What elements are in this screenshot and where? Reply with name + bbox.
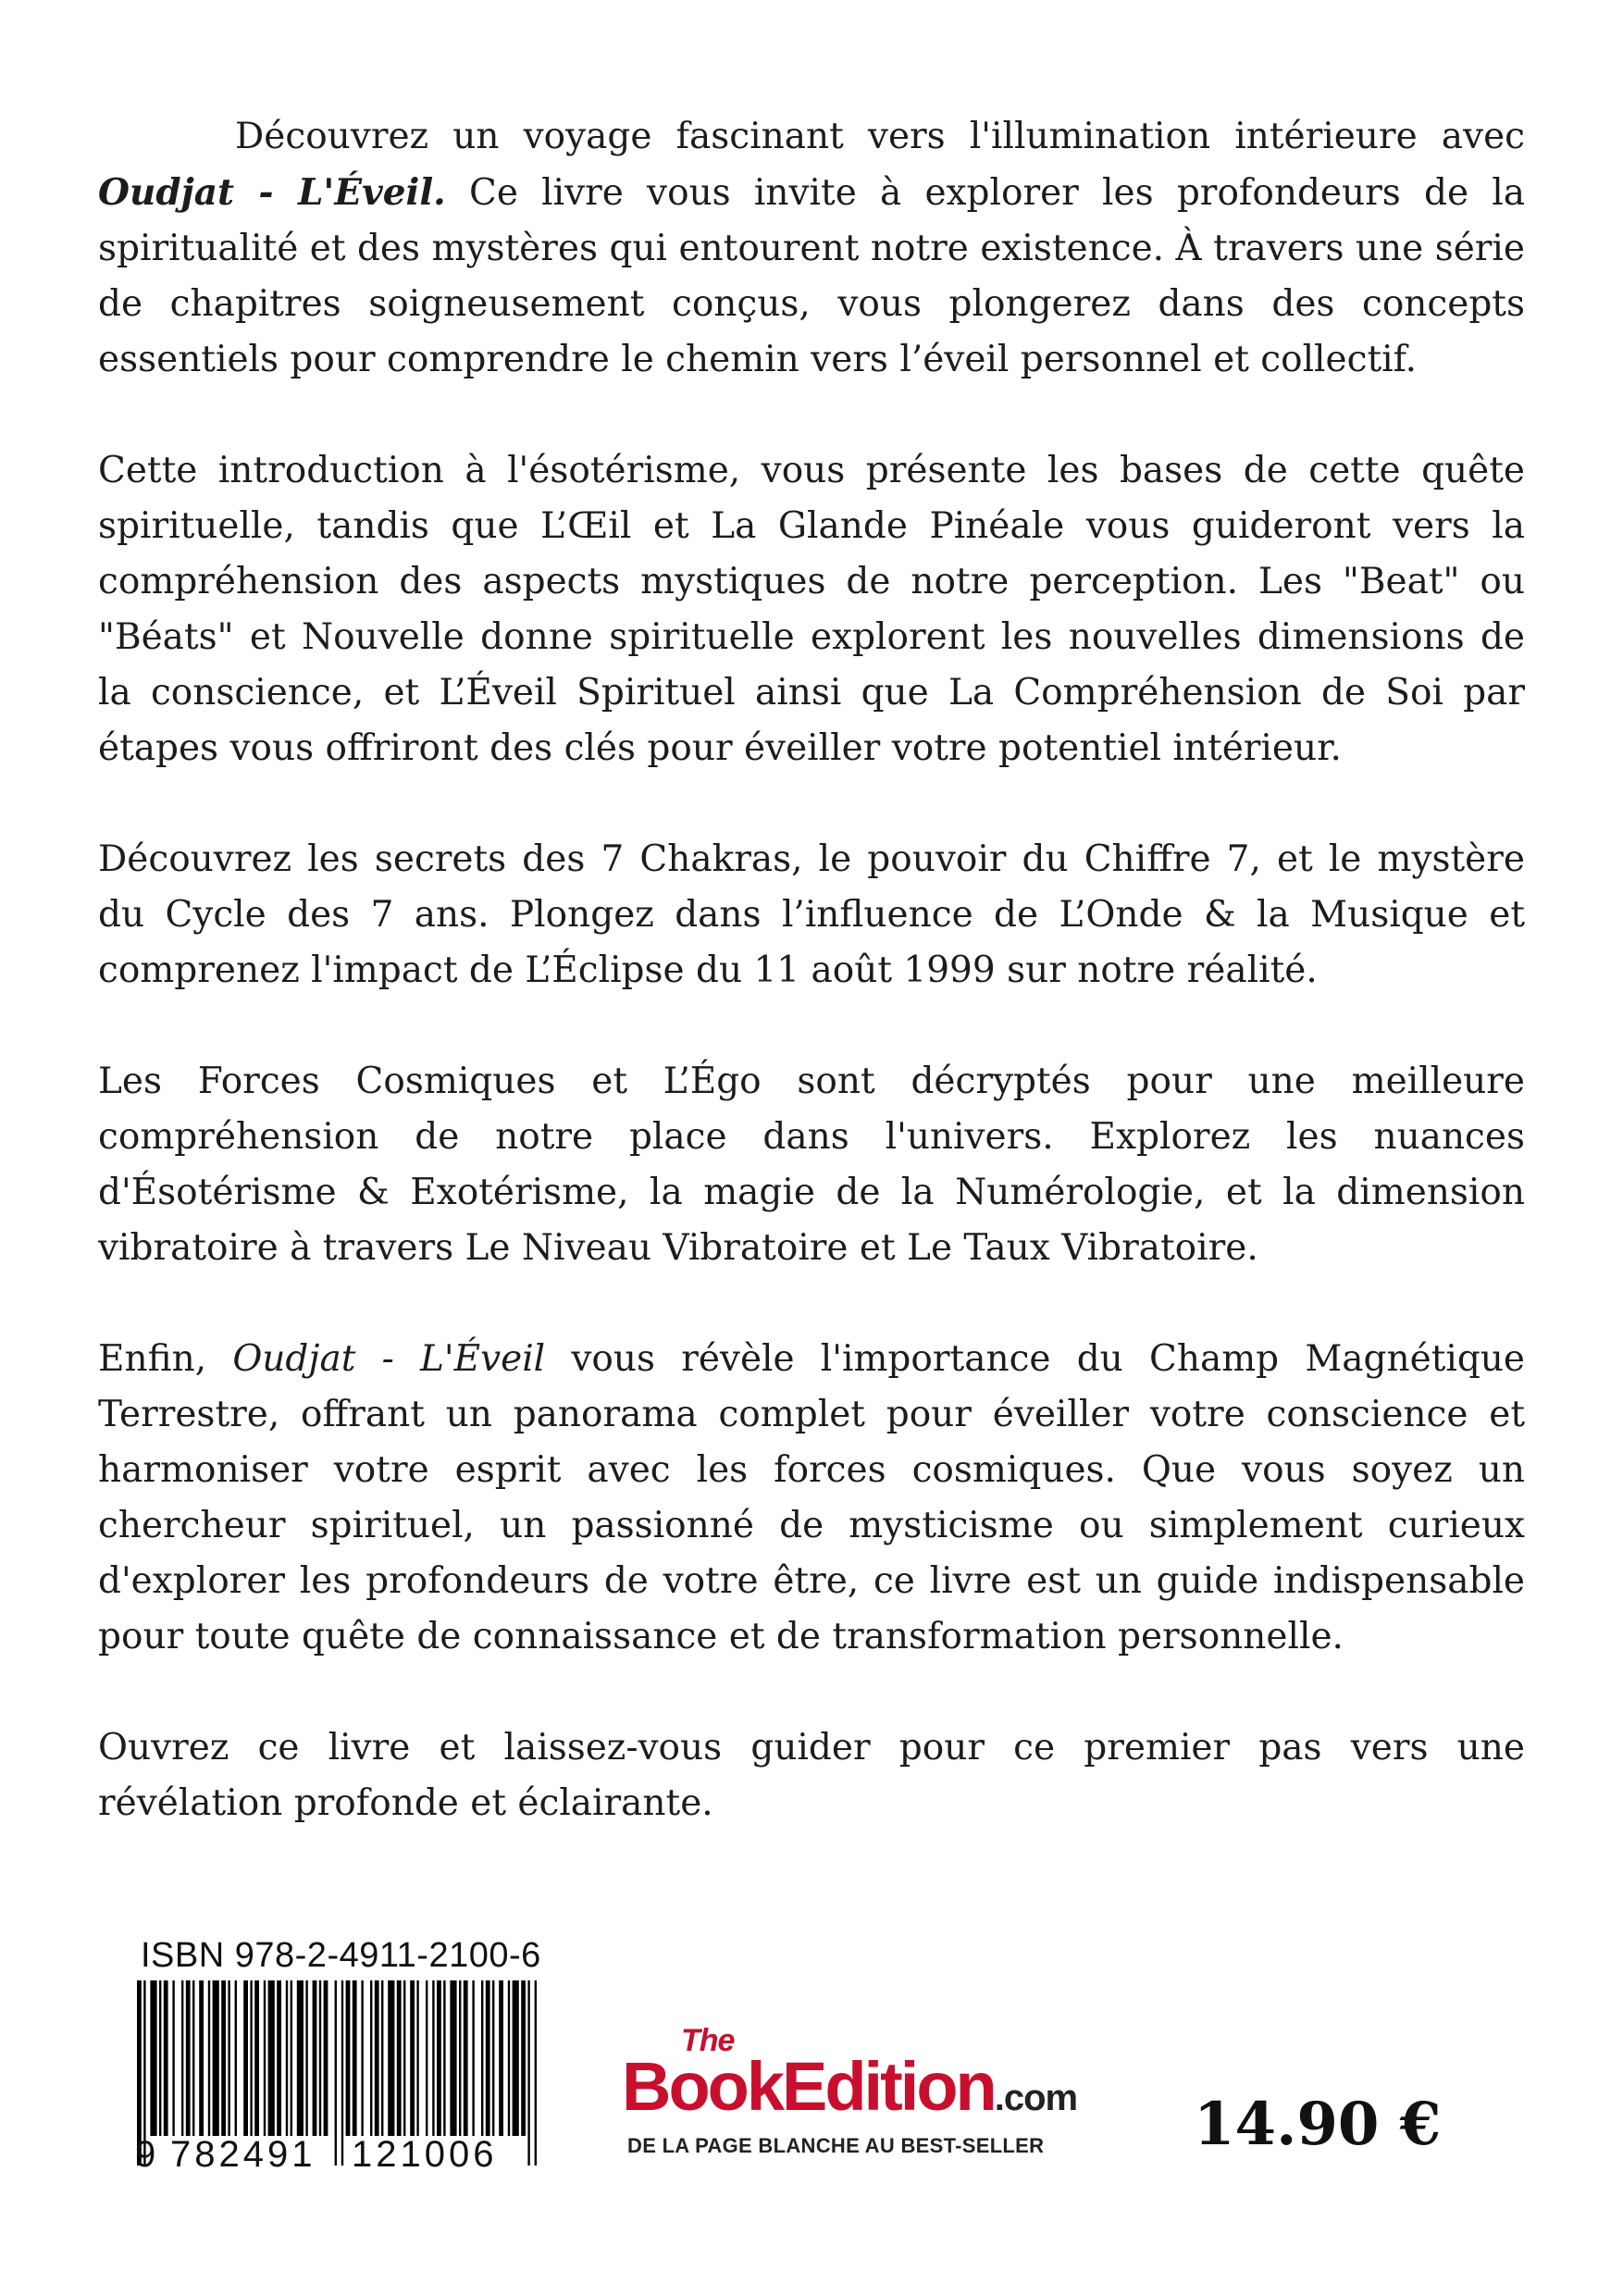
barcode-bar [426, 1980, 427, 2136]
logo-the: The [681, 2023, 735, 2058]
p5-post: vous révèle l'importance du Champ Magnétique Terrestre, offrant un panorama complet pour éveiller votre conscience et harmoniser votre esprit avec les forces cosmiques. Que vous soyez un chercheur spirituel, un passionné de mysticisme ou simplement curieux d'explorer les profondeurs de votre être, ce livre est un guide indispensable pour toute quête de connaissance et de transformation personnelle. [98, 1338, 1525, 1657]
paragraph-2: Cette introduction à l'ésotérisme, vous présente les bases de cette quête spirituelle, tandis que L’Œil et La Glande Pinéale vous guideront vers la compréhension des aspects mystiques de notre perception. Les "Beat" ou "Béats" et Nouvelle donne spirituelle explorent les nouvelles dimensions de la conscience, et L’Éveil Spirituel ainsi que La Compréhension de Soi par étapes vous offriront des clés pour éveiller votre potentiel intérieur. [98, 450, 1525, 769]
barcode-bar [192, 1980, 194, 2136]
price: 14.90 € [1194, 2090, 1442, 2159]
isbn-label: ISBN 978-2-4911-2100-6 [141, 1936, 541, 1975]
barcode-bar [481, 1980, 483, 2136]
logo-main: BookEdition [622, 2048, 995, 2125]
barcode-bar [397, 1980, 402, 2136]
barcode-bar [243, 1980, 248, 2136]
barcode-bar [186, 1980, 191, 2136]
paragraph-4: Les Forces Cosmiques et L’Égo sont décryptés pour une meilleure compréhension de notre place dans l'univers. Explorez les nuances d'Ésotérisme & Exotérisme, la magie de la Numérologie, et la dimension vibratoire à travers Le Niveau Vibratoire et Le Taux Vibratoire. [98, 1061, 1525, 1269]
barcode-bar [268, 1980, 275, 2136]
paragraph-1 [98, 109, 1525, 388]
barcode-bar [199, 1980, 204, 2136]
paragraph-5 [98, 1332, 1525, 1665]
barcode-bar [228, 1980, 229, 2136]
barcode-bar [499, 1980, 503, 2136]
barcode-bar [264, 1980, 266, 2136]
barcode-bar [208, 1980, 210, 2136]
barcode-bar [464, 1980, 468, 2136]
logo-suffix: .com [994, 2078, 1078, 2118]
barcode-bar [492, 1980, 494, 2136]
barcode-digits-right: 121006 [352, 2134, 498, 2175]
paragraph-3: Découvrez les secrets des 7 Chakras, le pouvoir du Chiffre 7, et le mystère du Cycle des 7 ans. Plongez dans l’influence de L’Onde & la Musique et comprenez l'impact de L’Éclipse du 11 août 1999 sur notre réalité. [98, 838, 1525, 991]
barcode-bar [250, 1980, 252, 2136]
barcode-bar [291, 1980, 292, 2136]
barcode-bar [508, 1980, 510, 2136]
bookedition-logo [622, 2023, 1121, 2162]
paragraph-6: Ouvrez ce livre et laissez-vous guider pour ce premier pas vers une révélation profonde et éclairante. [98, 1727, 1525, 1824]
barcode-bar [513, 1980, 519, 2136]
back-cover-text [98, 109, 1525, 1887]
barcode-bar [459, 1980, 461, 2136]
barcode-bar [486, 1980, 490, 2136]
barcode-bar [388, 1980, 394, 2136]
barcode-bar [159, 1980, 161, 2136]
barcode-bar [235, 1980, 237, 2136]
barcode-bar [353, 1980, 357, 2136]
barcode-bar [370, 1980, 372, 2136]
barcode-bar [172, 1980, 174, 2136]
book-title-bold: Oudjat - L'Éveil. [98, 171, 446, 214]
p5-pre: Enfin, [98, 1338, 233, 1380]
barcode-digit-first: 9 [135, 2134, 156, 2175]
barcode-bar [164, 1980, 168, 2136]
logo-tagline: DE LA PAGE BLANCHE AU BEST-SELLER [627, 2134, 1045, 2157]
barcode-bar [319, 1980, 321, 2136]
barcode-bar [472, 1980, 474, 2136]
barcode-bar [527, 1980, 529, 2166]
barcode-bar [181, 1980, 183, 2136]
barcode-bar [403, 1980, 405, 2136]
barcode-bar [381, 1980, 383, 2136]
barcode-bar [521, 1980, 526, 2136]
p1-pre: Découvrez un voyage fascinant vers l'illumination intérieure avec [235, 116, 1525, 157]
barcode-bar [437, 1980, 441, 2136]
barcode-bar [324, 1980, 328, 2136]
barcode-bar [410, 1980, 415, 2136]
barcode-bar [346, 1980, 351, 2136]
barcode-bar [297, 1980, 304, 2136]
barcode-bar [361, 1980, 363, 2136]
barcode-bar [150, 1980, 156, 2136]
barcode-bar [277, 1980, 281, 2136]
barcode-bar [313, 1980, 317, 2136]
barcode-bar [213, 1980, 219, 2136]
barcode-bar [450, 1980, 456, 2136]
barcode-bar [535, 1980, 537, 2166]
barcode-bar [375, 1980, 379, 2136]
barcode-bar [305, 1980, 307, 2136]
book-title-italic: Oudjat - L'Éveil [232, 1338, 546, 1380]
barcode-bar [221, 1980, 226, 2136]
barcode-bar [335, 1980, 337, 2166]
barcode-bar [254, 1980, 259, 2136]
barcode-bar [432, 1980, 434, 2136]
barcode-bar [341, 1980, 343, 2166]
p1-post: Ce livre vous invite à explorer les profondeurs de la spiritualité et des mystères qui entourent notre existence. À travers une série de chapitres soigneusement conçus, vous plongerez dans des concepts essentiels pour comprendre le chemin vers l’éveil personnel et collectif. [98, 172, 1525, 380]
barcode-bar [286, 1980, 288, 2136]
barcode-bar [416, 1980, 418, 2136]
logo-wordmark [622, 2047, 1077, 2126]
barcode-bar [443, 1980, 445, 2136]
barcode-digits-left: 782491 [170, 2134, 316, 2175]
